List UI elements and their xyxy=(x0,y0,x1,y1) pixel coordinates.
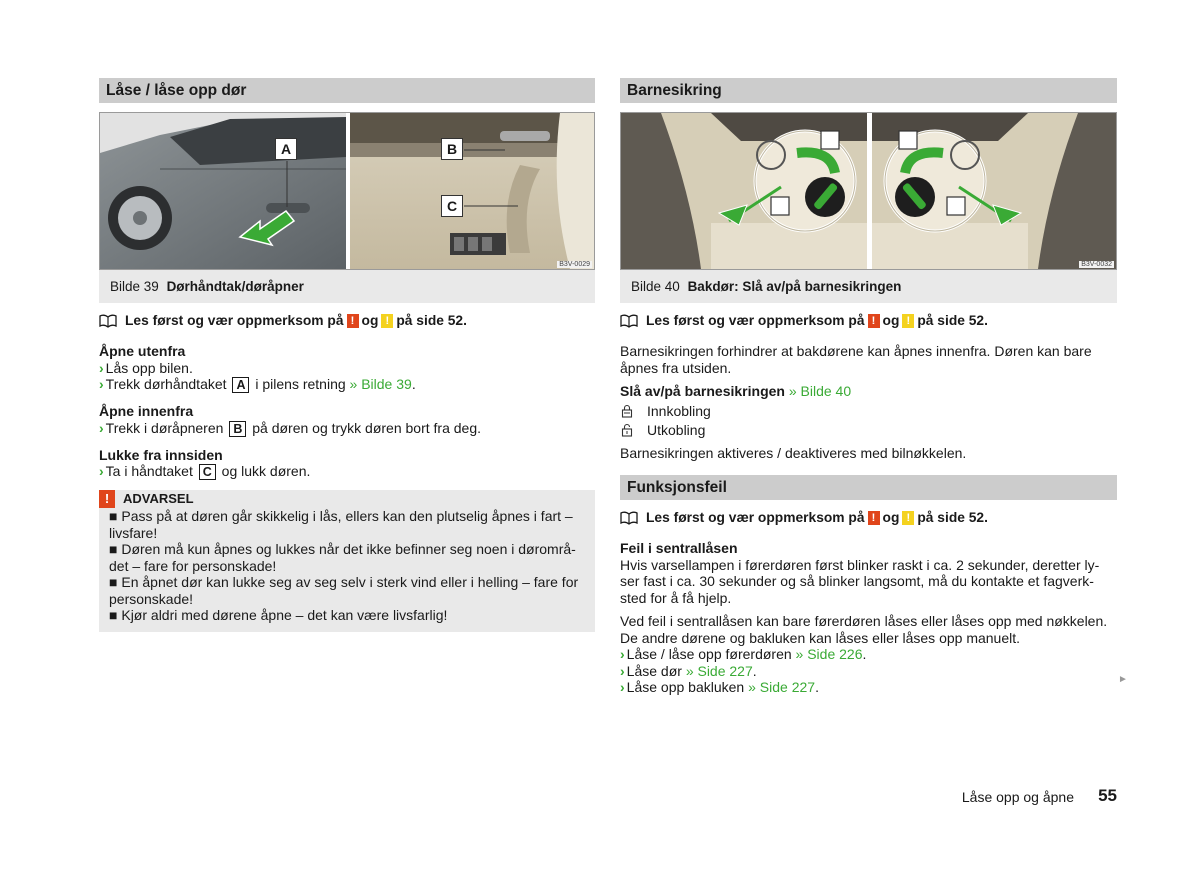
page-link[interactable]: » Side 227 xyxy=(748,679,816,695)
figure-code: B3V-0032 xyxy=(1081,261,1112,268)
bullet-icon: ■ xyxy=(109,508,118,524)
toggle-title: Slå av/på barnesikringen xyxy=(620,383,785,399)
book-icon xyxy=(620,511,638,525)
figure-40 xyxy=(620,112,1117,270)
caution-icon: ! xyxy=(381,314,393,328)
close-inside-title: Lukke fra innsiden xyxy=(99,446,223,463)
key-b: B xyxy=(229,421,246,437)
caption-text: Bakdør: Slå av/på barnesikringen xyxy=(687,279,902,294)
right-column xyxy=(620,78,1117,696)
caption-text: Dørhåndtak/døråpner xyxy=(166,279,304,294)
activation-text: Barnesikringen aktiveres / deaktiveres med bilnøkkelen. xyxy=(620,444,967,461)
step-arrow-icon: › xyxy=(99,359,104,376)
section-heading-door: Låse / låse opp dør xyxy=(99,78,595,103)
lock-on-row xyxy=(620,402,1117,421)
warning-title: ADVARSEL xyxy=(123,491,194,506)
book-icon xyxy=(620,314,638,328)
link-text: Låse opp bakluken xyxy=(626,679,745,695)
child-lock-intro: Barnesikringen forhindrer at bakdørene kan åpnes innenfra. Døren kan bare åpnes fra utsiden. xyxy=(620,343,1092,376)
warning-text: Døren må kun åpnes og lukkes når det ikke befinner seg noen i dørområ-det – fare for personskade! xyxy=(109,541,576,574)
close-inside-block xyxy=(99,447,595,481)
bullet-icon: ■ xyxy=(109,574,118,590)
page-link[interactable]: » Side 226 xyxy=(795,646,863,662)
read-first-page: på side 52. xyxy=(396,313,467,328)
step-text-2: og lukk døren. xyxy=(221,463,311,479)
warning-icon: ! xyxy=(868,314,880,328)
central-lock-paragraph-1: Hvis varsellampen i førerdøren først blinker raskt i ca. 2 sekunder, deretter ly-ser fast i ca. 30 sekunder og så blinker langsomt, må du kontakte et fagverk-sted for å få hjelp. xyxy=(620,556,1100,606)
lock-off-row xyxy=(620,421,1117,440)
open-inside-block xyxy=(99,403,595,437)
read-first-and: og xyxy=(361,313,379,328)
step-close xyxy=(99,463,595,480)
lock-open-icon xyxy=(620,423,634,437)
figure-caption xyxy=(99,270,595,303)
step-text: Trekk i døråpneren xyxy=(105,419,224,436)
link-text: Låse dør xyxy=(626,662,682,679)
toggle-title-line xyxy=(620,383,1117,400)
figure-39 xyxy=(99,112,595,270)
child-lock-illustration xyxy=(621,113,1117,269)
step-arrow-icon: › xyxy=(99,463,104,479)
read-first-note xyxy=(620,311,1117,331)
read-first-and: og xyxy=(882,510,900,525)
step-arrow-icon: › xyxy=(99,376,104,392)
left-column xyxy=(99,78,595,632)
central-lock-subheading: Feil i sentrallåsen xyxy=(620,540,738,556)
section-heading-child-lock: Barnesikring xyxy=(620,78,1117,103)
callout-a: A xyxy=(275,138,297,160)
step-arrow-icon: › xyxy=(620,679,625,695)
step-text-2: i pilens retning xyxy=(255,376,346,392)
open-outside-block xyxy=(99,343,595,393)
continue-arrow-icon: ► xyxy=(1118,674,1128,685)
figure-link[interactable]: » Bilde 39 xyxy=(349,376,412,392)
key-a: A xyxy=(232,377,249,393)
link-lock-door: › Låse dør » Side 227. xyxy=(620,662,757,679)
lock-on-label: Innkobling xyxy=(647,403,711,419)
read-first-and: og xyxy=(882,313,900,328)
warning-icon: ! xyxy=(99,490,115,508)
warning-text: Pass på at døren går skikkelig i lås, ellers kan den plutselig åpnes i fart – livsfare! xyxy=(109,508,573,541)
key-c: C xyxy=(199,464,216,480)
callout-b: B xyxy=(441,138,463,160)
step-text: Trekk dørhåndtaket xyxy=(105,376,227,392)
open-outside-title: Åpne utenfra xyxy=(99,343,186,359)
warning-item xyxy=(99,607,587,624)
link-tailgate: › Låse opp bakluken » Side 227. xyxy=(620,679,819,695)
central-lock-paragraph-2: Ved feil i sentrallåsen kan bare førerdøren låses eller låses opp med nøkkelen. De andre dørene og bakluken kan låses eller låses opp manuelt. xyxy=(620,613,1108,646)
figure-caption xyxy=(620,270,1117,303)
warning-item xyxy=(99,508,587,541)
step-text-2: på døren og trykk døren bort fra deg. xyxy=(252,419,482,436)
read-first-note xyxy=(620,508,1117,528)
callout-lines xyxy=(100,113,595,269)
read-first-note xyxy=(99,311,595,331)
step-text: Lås opp bilen. xyxy=(105,359,193,376)
warning-text: Kjør aldri med dørene åpne – det kan være livsfarlig! xyxy=(121,607,448,623)
warning-icon: ! xyxy=(347,314,359,328)
lock-off-label: Utkobling xyxy=(647,422,706,438)
read-first-text: Les først og vær oppmerksom på xyxy=(646,510,865,525)
warning-text: En åpnet dør kan lukke seg av seg selv i sterk vind eller i helling – fare for personskade! xyxy=(109,574,579,607)
section-heading-malfunction: Funksjonsfeil xyxy=(620,475,1117,500)
step-pull-opener xyxy=(99,420,595,437)
page-link[interactable]: » Side 227 xyxy=(685,662,753,679)
bullet-icon: ■ xyxy=(109,541,118,557)
open-inside-title: Åpne innenfra xyxy=(99,403,194,419)
caution-icon: ! xyxy=(902,314,914,328)
warning-icon: ! xyxy=(868,511,880,525)
link-driver-door: › Låse / låse opp førerdøren » Side 226. xyxy=(620,646,867,662)
footer-chapter-title: Låse opp og åpne xyxy=(961,789,1074,805)
link-text: Låse / låse opp førerdøren xyxy=(626,646,792,662)
figure-link[interactable]: » Bilde 40 xyxy=(788,383,852,399)
read-first-page: på side 52. xyxy=(917,510,988,525)
read-first-text: Les først og vær oppmerksom på xyxy=(125,313,344,328)
bullet-icon: ■ xyxy=(109,607,118,623)
read-first-text: Les først og vær oppmerksom på xyxy=(646,313,865,328)
warning-box xyxy=(99,490,595,632)
step-text: Ta i håndtaket xyxy=(105,463,193,479)
warning-item xyxy=(99,574,587,607)
step-arrow-icon: › xyxy=(620,662,625,679)
warning-item xyxy=(99,541,587,574)
book-icon xyxy=(99,314,117,328)
caption-number: Bilde 40 xyxy=(631,279,680,294)
step-arrow-icon: › xyxy=(620,646,625,662)
figure-code: B3V-0029 xyxy=(559,261,590,268)
caption-number: Bilde 39 xyxy=(110,279,159,294)
lock-closed-icon xyxy=(620,404,634,418)
step-end: . xyxy=(411,376,416,392)
caution-icon: ! xyxy=(902,511,914,525)
step-unlock xyxy=(99,360,595,377)
step-pull-handle xyxy=(99,376,595,393)
callout-c: C xyxy=(441,195,463,217)
page-number: 55 xyxy=(1098,786,1117,805)
warning-header xyxy=(99,490,587,508)
read-first-page: på side 52. xyxy=(917,313,988,328)
step-arrow-icon: › xyxy=(99,419,104,436)
